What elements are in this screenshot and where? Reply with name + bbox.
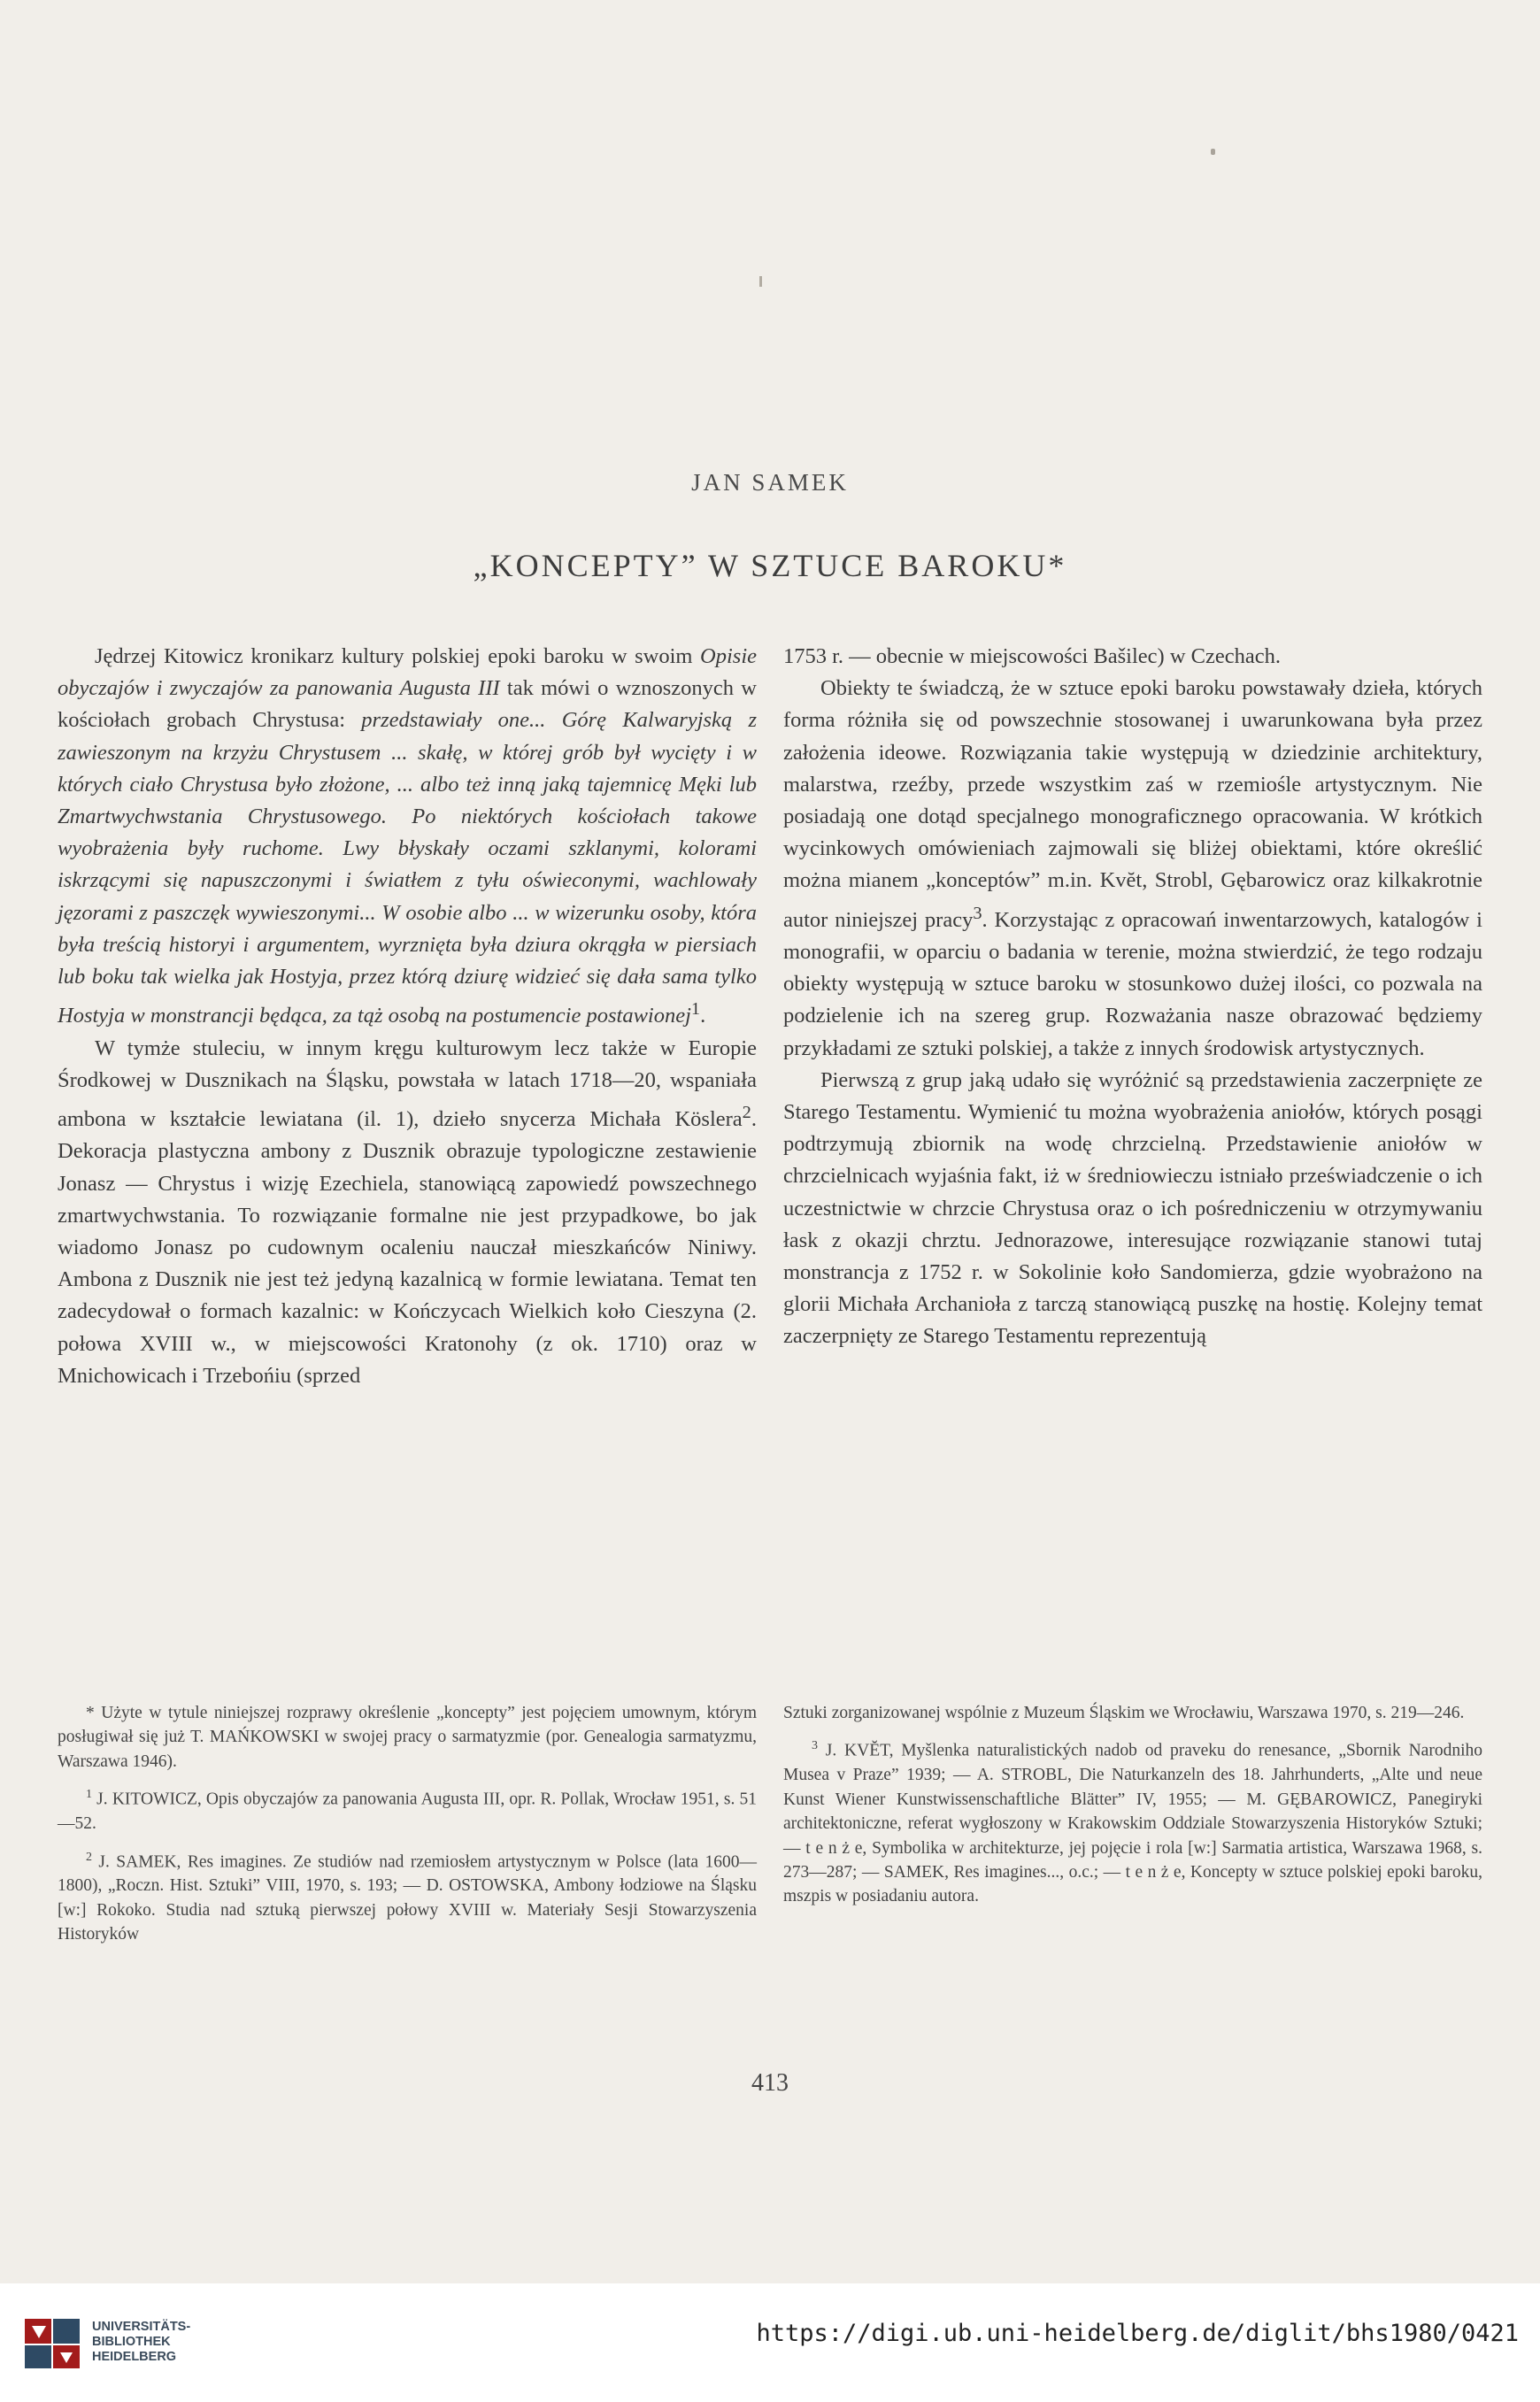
library-name-line: BIBLIOTHEK — [92, 2335, 171, 2349]
text-run: [w:] — [1182, 1838, 1222, 1858]
permalink-url[interactable]: https://digi.ub.uni-heidelberg.de/diglit/bhs1980/0421 — [756, 2320, 1519, 2347]
library-name-line: UNIVERSITÄTS- — [92, 2320, 191, 2334]
book-title: Opis obyczajów za panowania Augusta III — [205, 1790, 501, 1809]
footnote — [783, 1734, 1482, 1908]
text-run: , „Sbornik Narodniho Musea v Praze” 1939; — A. STROBL, — [783, 1741, 1482, 1785]
book-title: Res imagines. Ze studiów nad rzemiosłem artystycznym w Polsce (lata 1600—1800) — [58, 1852, 757, 1896]
footnote — [58, 1701, 757, 1774]
text-run: 1753 r. — obecnie w miejscowości Bašilec) w Czechach. — [783, 644, 1281, 668]
book-title: Symbolika w architekturze, jej pojęcie i rola — [872, 1838, 1183, 1858]
text-run: . — [700, 1004, 706, 1028]
scan-speck — [759, 276, 762, 287]
book-title: Opisie obyczajów i zwyczajów za panowania Augusta III — [58, 644, 757, 701]
text-run: , Warszawa 1970, s. 219—246. — [1249, 1704, 1465, 1722]
paragraph — [783, 641, 1482, 673]
text-run: [w:] — [58, 1900, 97, 1920]
text-run: J. KITOWICZ, — [92, 1790, 206, 1809]
text-column-right — [783, 641, 1482, 1353]
paragraph — [783, 673, 1482, 1065]
book-title: Myšlenka naturalistických nadob od praveku do renesance — [901, 1741, 1327, 1760]
text-run: , opr. R. Pollak, Wrocław 1951, s. 51—52. — [58, 1790, 757, 1834]
text-run: , referat wygłoszony w Krakowskim Oddziale Stowarzyszenia Historyków Sztuki; — t e n ż e, — [783, 1814, 1482, 1858]
text-run: , Warszawa 1946). — [58, 1728, 757, 1771]
paragraph — [58, 641, 757, 1033]
text-run: , Warszawa 1968, s. 273—287; — SAMEK, — [783, 1838, 1482, 1882]
book-title: Genealogia sarmatyzmu — [583, 1728, 753, 1747]
quotation: przedstawiały one... Górę Kalwaryjską z zawieszonym na krzyżu Chrystusem ... skałę, w której grób był wycięty i w których ciało Chrystusa było złożone, ... albo też inną jaką tajemnicę Męki lub Zmartwychwstania Chrystusowego. Po niektórych kościołach takowe wyobrażenia były ruchome. Lwy błyskały oczami szklanymi, kolorami iskrzącymi się napuszczonymi i światłem z tyłu oświeconymi, wachlowały jęzorami z paszczęk wywieszonymi... W osobie albo ... w wizerunku osoby, która była treścią historyi i argumentem, wyrznięta była dziura okrągła w piersiach lub boku tak wielka jak Hostyja, przez którą dziurę widzieć się dała sama tylko Hostyja w monstrancji będąca, za tąż osobą na postumencie postawionej — [58, 708, 757, 1028]
book-title: Sztuki zorganizowanej wspólnie z Muzeum Śląskim we Wrocławiu — [783, 1704, 1250, 1722]
book-title: Die Naturkanzeln des 18. Jahrhunderts — [1079, 1766, 1360, 1785]
footnote-number: 3 — [812, 1739, 818, 1753]
text-run: , „Roczn. Hist. Sztuki” VIII, 1970, s. 193; — D. OSTOWSKA, — [97, 1876, 554, 1896]
library-name[interactable] — [92, 2320, 190, 2365]
text-run: tak mówi o wznoszonych w kościołach grobach Chrystusa: — [58, 676, 757, 733]
text-run: J. KVĔT, — [818, 1741, 902, 1760]
footnote-number: 1 — [86, 1788, 92, 1802]
text-run: J. SAMEK, — [92, 1852, 188, 1872]
footnote-number: 2 — [86, 1850, 92, 1864]
text-column-left — [58, 641, 757, 1392]
footnotes-right — [783, 1701, 1482, 1918]
book-title: Panegiryki architektoniczne — [783, 1790, 1482, 1834]
book-title: Res imagines... — [953, 1862, 1060, 1882]
text-run: Pierwszą z grup jaką udało się wyróżnić są przedstawienia zaczerpnięte ze Starego Testamentu. Wymienić tu można wyobrażenia aniołów, których posągi podtrzymują zbiornik na wodę chrzcielną. Przedstawienie aniołów w chrzcielnicach wyjaśnia fakt, iż w średniowieczu istniało przeświadczenie o ich uczestnictwie w chrzcie Chrystusa oraz o ich pośredniczeniu w otrzymywaniu łask z okazji chrztu. Jednorazowe, interesujące rozwiązanie stanowi tutaj monstrancja z 1752 r. w Sokolinie koło Sandomierza, gdzie wyobrażono na glorii Michała Archanioła z tarczą stanowiącą puszkę na hostię. Kolejny temat zaczerpnięty ze Starego Testamentu reprezentują — [783, 1067, 1482, 1349]
book-title: Rokoko. Studia nad sztuką pierwszej połowy XVIII w. Materiały Sesji Stowarzyszenia Historyków — [58, 1900, 757, 1944]
book-title: Ambony łodziowe na Śląsku — [553, 1876, 757, 1896]
university-library-logo-icon — [19, 2308, 85, 2374]
footnote-ref: 3 — [973, 903, 982, 923]
footnotes-left — [58, 1701, 757, 1956]
footnote — [58, 1845, 757, 1947]
text-run: . Dekoracja plastyczna ambony z Dusznik obrazuje typologiczne zestawienie Jonasz — Chrystus i wizję Ezechiela, stanowiącą zapowiedź powszechnego zmartwychwstania. To rozwiązanie formalne nie jest przypadkowe, bo jak wiadomo Jonasz po cudownym ocaleniu nauczał mieszkańców Niniwy. Ambona z Dusznik nie jest też jedyną kazalnicą w formie lewiatana. Temat ten zadecydował o formach kazalnic: w Kończycach Wielkich koło Cieszyna (2. połowa XVIII w., w miejscowości Kratonohy (z ok. 1710) oraz w Mnichowicach i Trzebońiu (sprzed — [58, 1107, 757, 1388]
text-run: Obiekty te świadczą, że w sztuce epoki baroku powstawały dzieła, których forma różniła się od powszechnie stosowanej i uwarunkowana była przez założenia ideowe. Rozwiązania takie występują w dziedzinie architektury, malarstwa, rzeźby, przede wszystkim zaś w rzemiośle artystycznym. Nie posiadają one dotąd specjalnego monograficznego opracowania. W krótkich wycinkowych omówieniach zajmowali się bliżej obiektami, które określić można mianem „konceptów” m.in. Kvĕt, Strobl, Gębarowicz oraz kilkakrotnie autor niniejszej pracy — [783, 676, 1482, 932]
text-run: , „Alte und neue Kunst Wiener Kunstwissenschaftliche Blätter” IV, 1955; — M. GĘBAROWICZ, — [783, 1766, 1482, 1809]
footnote-continuation — [783, 1701, 1482, 1725]
footnote — [58, 1782, 757, 1836]
library-name-line: HEIDELBERG — [92, 2350, 177, 2364]
article-author: JAN SAMEK — [691, 469, 849, 496]
text-run: * Użyte w tytule niniejszej rozprawy określenie „koncepty” jest pojęciem umownym, którym posługiwał się już T. MAŃKOWSKI w swojej pracy o sarmatyzmie (por. — [58, 1704, 757, 1747]
text-run: Jędrzej Kitowicz kronikarz kultury polskiej epoki baroku w swoim — [95, 644, 701, 668]
footnote-ref: 2 — [742, 1103, 751, 1122]
scan-speck — [1211, 149, 1215, 155]
footnote-ref: 1 — [690, 999, 701, 1020]
paragraph — [58, 1033, 757, 1392]
text-run: W tymże stuleciu, w innym kręgu kulturowym lecz także w Europie Środkowej w Dusznikach na Śląsku, powstała w latach 1718—20, wspaniała ambona w kształcie lewiatana (il. 1), dzieło snycerza Michała Köslera — [58, 1035, 757, 1132]
text-run: . Korzystając z opracowań inwentarzowych, katalogów i monografii, w oparciu o badania w terenie, można stwierdzić, że tego rodzaju obiekty występują w sztuce baroku w stosunkowo dużej ilości, co pozwala na podzielenie ich na szereg grup. Rozważania nasze obrazować będziemy przykładami ze sztuki polskiej, a także z innych środowisk artystycznych. — [783, 907, 1482, 1060]
book-title: Sarmatia artistica — [1221, 1838, 1344, 1858]
article-title: „KONCEPTY” W SZTUCE BAROKU* — [473, 548, 1067, 583]
text-run: , o.c.; — t e n ż e, Koncepty w sztuce polskiej epoki baroku, mszpis w posiadaniu autora. — [783, 1862, 1482, 1906]
paragraph — [783, 1065, 1482, 1353]
page-number: 413 — [751, 2069, 789, 2097]
